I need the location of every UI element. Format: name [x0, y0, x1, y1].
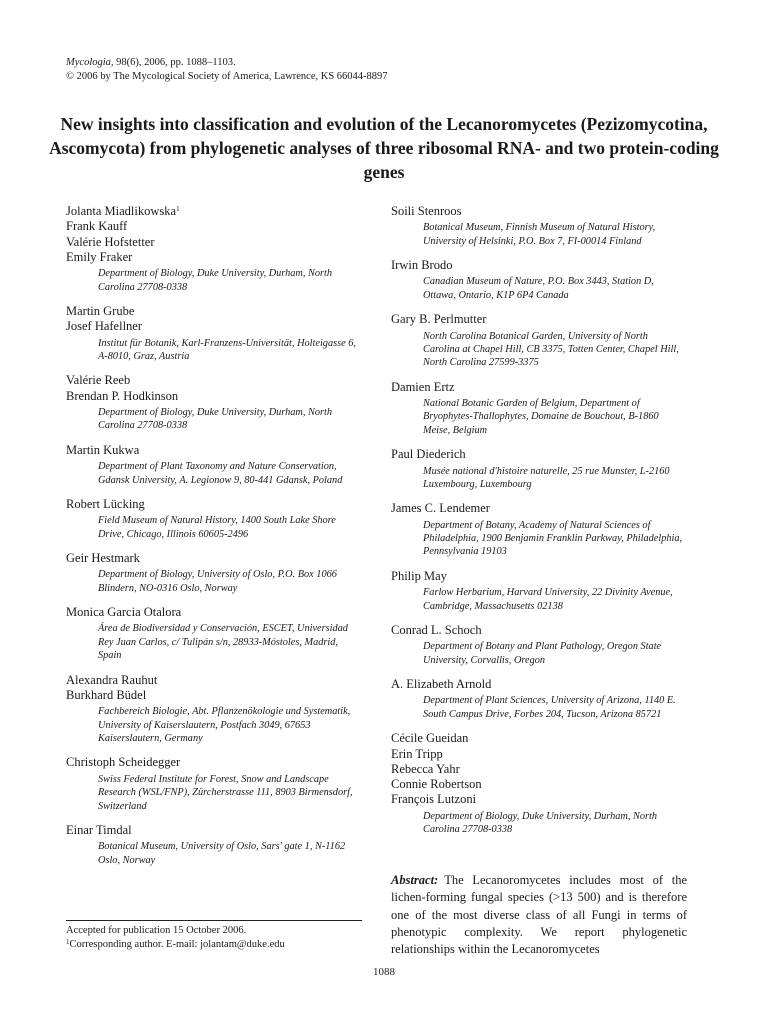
author-name: [391, 380, 687, 395]
journal-citation: [66, 56, 388, 70]
affiliation: Department of Plant Taxonomy and Nature Conservation, Gdansk University, A. Legionow 9, 80-441 Gdansk, Poland: [98, 461, 343, 486]
author-column-right: [391, 204, 687, 847]
affiliation: Department of Biology, Duke University, Durham, North Carolina 27708-0338: [98, 268, 333, 293]
author-group: [66, 443, 362, 487]
corresponding-text: Corresponding author. E-mail: jolantam@duke.edu: [69, 939, 285, 950]
author-group: [391, 501, 687, 559]
author-name-text: Jolanta Miadlikowska: [66, 204, 177, 218]
author-name: [66, 673, 362, 688]
author-group: [391, 623, 687, 667]
author-name: [391, 623, 687, 638]
author-name-text: Martin Grube: [66, 304, 135, 318]
author-group: [66, 304, 362, 363]
affiliation: Department of Biology, University of Oslo, P.O. Box 1066 Blindern, NO-0316 Oslo, Norway: [98, 569, 337, 594]
author-name-text: Burkhard Büdel: [66, 687, 147, 702]
author-name: [391, 747, 687, 762]
author-group: [66, 673, 362, 746]
author-group: [391, 731, 687, 836]
author-name-text: Robert Lücking: [66, 496, 145, 511]
affiliation: Department of Botany and Plant Pathology, Oregon State University, Corvallis, Oregon: [423, 641, 662, 666]
author-name-text: Alexandra Rauhut: [66, 672, 158, 687]
author-name: [66, 219, 362, 234]
author-name: [66, 235, 362, 250]
affiliation: Botanical Museum, University of Oslo, Sars' gate 1, N-1162 Oslo, Norway: [98, 841, 346, 866]
author-group: [66, 823, 362, 867]
author-name-text: Monica Garcia Otalora: [66, 605, 182, 620]
journal-name: Mycologia,: [66, 57, 114, 68]
author-name: [391, 569, 687, 584]
author-name: [66, 373, 362, 388]
author-name-text: Frank Kauff: [66, 219, 128, 234]
affiliation: Canadian Museum of Nature, P.O. Box 3443, Station D, Ottawa, Ontario, K1P 6P4 Canada: [423, 276, 654, 301]
author-group: [391, 380, 687, 438]
author-name-text: François Lutzoni: [391, 792, 477, 807]
author-name: [391, 731, 687, 746]
author-name: [66, 497, 362, 512]
affiliation: Musée national d'histoire naturelle, 25 rue Munster, L-2160 Luxembourg, Luxembourg: [423, 465, 670, 490]
affiliation: Área de Biodiversidad y Conservación, ESCET, Universidad Rey Juan Carlos, c/ Tulipán s/n, 28933-Móstoles, Madrid, Spain: [98, 623, 348, 662]
author-group: [391, 569, 687, 613]
author-name-text: Connie Robertson: [391, 777, 482, 792]
author-name: [66, 319, 362, 334]
author-name-text: Gary B. Perlmutter: [391, 312, 487, 327]
author-name-text: A. Elizabeth Arnold: [391, 677, 492, 692]
author-name-text: Rebecca Yahr: [391, 761, 460, 776]
author-group: [66, 551, 362, 595]
affiliation: Farlow Herbarium, Harvard University, 22 Divinity Avenue, Cambridge, Massachusetts 02138: [423, 587, 673, 612]
copyright-line: © 2006 by The Mycological Society of America, Lawrence, KS 66044-8897: [66, 71, 388, 82]
author-name-text: Geir Hestmark: [66, 551, 140, 566]
author-name-text: Erin Tripp: [391, 746, 443, 761]
affiliation: Fachbereich Biologie, Abt. Pflanzenökologie und Systematik, University of Kaiserslautern, Postfach 3049, 67653 Kaiserslautern, Germany: [98, 706, 351, 745]
author-name-text: Irwin Brodo: [391, 258, 453, 273]
author-name: [391, 792, 687, 807]
author-name: [391, 258, 687, 273]
author-group: [391, 204, 687, 248]
affiliation: Institut für Botanik, Karl-Franzens-Universität, Holteigasse 6, A-8010, Graz, Austria: [98, 337, 356, 362]
affiliation: Department of Biology, Duke University, Durham, North Carolina 27708-0338: [423, 810, 658, 836]
author-group: [66, 497, 362, 541]
author-name-text: Valérie Reeb: [66, 373, 131, 388]
journal-header: [66, 56, 388, 84]
page-number: 1088: [373, 966, 395, 978]
author-group: [66, 755, 362, 813]
author-name: [391, 762, 687, 777]
author-group: [66, 204, 362, 294]
author-name: [391, 677, 687, 692]
author-name-text: Josef Hafellner: [66, 319, 143, 334]
author-group: [391, 447, 687, 491]
affiliation: Swiss Federal Institute for Forest, Snow and Landscape Research (WSL/FNP), Zürcherstrasse 111, 8903 Birmensdorf, Switzerland: [98, 773, 353, 812]
author-name: [391, 312, 687, 327]
author-column-left: [66, 204, 362, 877]
author-name-text: Paul Diederich: [391, 447, 466, 462]
footnotes: [66, 924, 366, 952]
author-name-text: James C. Lendemer: [391, 501, 490, 516]
author-name: [391, 204, 687, 219]
author-name-text: Soili Stenroos: [391, 204, 462, 218]
author-name: [66, 443, 362, 458]
affiliation: Department of Botany, Academy of Natural Sciences of Philadelphia, 1900 Benjamin Franklin Parkway, Philadelphia, Pennsylvania 19103: [423, 519, 683, 558]
author-name: [66, 605, 362, 620]
author-name-text: Valérie Hofstetter: [66, 234, 155, 249]
author-name-text: Philip May: [391, 568, 447, 583]
abstract-text: The Lecanoromycetes includes most of the lichen-forming fungal species (>13 500) and is therefore one of the most diverse class of all Fungi in terms of phenotypic complexity. We report phylogenetic relationships within the Lecanoromycetes: [391, 873, 687, 957]
author-name-text: Martin Kukwa: [66, 442, 140, 457]
author-name-text: Christoph Scheidegger: [66, 755, 181, 770]
abstract: [391, 872, 687, 958]
author-group: [391, 312, 687, 370]
footnote-marker: 1: [66, 938, 70, 946]
accepted-note: Accepted for publication 15 October 2006.: [66, 925, 247, 936]
affiliation: Field Museum of Natural History, 1400 South Lake Shore Drive, Chicago, Illinois 60605-2496: [98, 515, 336, 540]
volume-pages: 98(6), 2006, pp. 1088–1103.: [113, 57, 236, 68]
affiliation: North Carolina Botanical Garden, University of North Carolina at Chapel Hill, CB 3375, Totten Center, Chapel Hill, North Carolina 27599-3375: [423, 330, 679, 369]
footnote-rule: [66, 920, 362, 921]
author-name-text: Damien Ertz: [391, 379, 455, 394]
affiliation: Department of Biology, Duke University, Durham, North Carolina 27708-0338: [98, 407, 333, 432]
author-group: [391, 677, 687, 721]
author-name-text: Emily Fraker: [66, 249, 133, 264]
affiliation: Botanical Museum, Finnish Museum of Natural History, University of Helsinki, P.O. Box 7, FI-00014 Finland: [423, 222, 656, 247]
affiliation: National Botanic Garden of Belgium, Department of Bryophytes-Thallophytes, Domaine de Bouchout, B-1860 Meise, Belgium: [423, 398, 659, 436]
affiliation: Department of Plant Sciences, University of Arizona, 1140 E. South Campus Drive, Forbes 204, Tucson, Arizona 85721: [423, 695, 676, 720]
author-name: [66, 389, 362, 404]
article-title: New insights into classification and evolution of the Lecanoromycetes (Pezizomycotina, Ascomycota) from phylogenetic analyses of three ribosomal RNA- and two protein-coding genes: [49, 114, 719, 182]
author-name-text: Brendan P. Hodkinson: [66, 388, 179, 403]
author-name: [66, 304, 362, 319]
author-name: [66, 755, 362, 770]
author-name-text: Cécile Gueidan: [391, 731, 469, 746]
author-name: [66, 688, 362, 703]
author-name: [391, 777, 687, 792]
author-group: [66, 605, 362, 663]
corresponding-note: [66, 938, 366, 952]
author-name: [391, 501, 687, 516]
author-name: [391, 447, 687, 462]
author-group: [391, 258, 687, 302]
author-name: [66, 823, 362, 838]
author-name: [66, 551, 362, 566]
author-name: [66, 250, 362, 265]
author-name: [66, 204, 362, 219]
author-footnote-marker: 1: [176, 205, 180, 213]
author-name-text: Einar Timdal: [66, 822, 132, 837]
author-group: [66, 373, 362, 432]
abstract-label: Abstract:: [391, 873, 439, 887]
author-name-text: Conrad L. Schoch: [391, 622, 482, 637]
